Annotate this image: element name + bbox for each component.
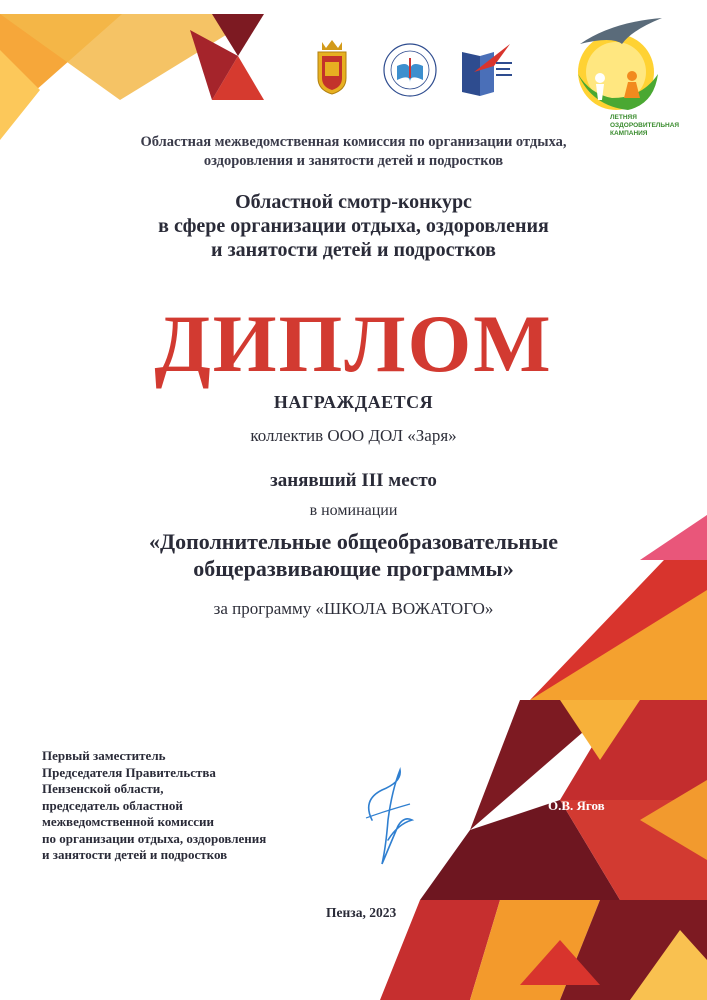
signer-line: Первый заместитель — [42, 748, 166, 763]
place-and-year: Пенза, 2023 — [326, 905, 397, 920]
summer-health-campaign-logo-icon — [572, 14, 670, 114]
recipient-text: коллектив ООО ДОЛ «Заря» — [250, 426, 457, 445]
contest-line: и занятости детей и подростков — [211, 239, 496, 261]
signer-line: межведомственной комиссии — [42, 814, 214, 829]
contest-heading — [0, 190, 707, 262]
place-text: занявший III место — [270, 470, 437, 491]
penza-coat-of-arms-icon — [310, 38, 354, 98]
nomination-line: «Дополнительные общеобразовательные — [148, 529, 559, 554]
signer-line: Председателя Правительства — [42, 764, 216, 780]
signer-line: и занятости детей и подростков — [42, 847, 228, 862]
commission-line: оздоровления и занятости детей и подростков — [203, 153, 504, 169]
signer-line: председатель областной — [42, 797, 183, 813]
handwritten-signature — [352, 760, 432, 870]
signer-line: по организации отдыха, оздоровления — [42, 830, 267, 846]
signer-name: О.В. Ягов — [548, 798, 605, 813]
nomination-line: общеразвивающие программы» — [193, 556, 514, 581]
contest-line: в сфере организации отдыха, оздоровления — [158, 215, 549, 237]
commission-line: Областная межведомственная комиссия по организации отдыха, — [140, 134, 567, 150]
contest-line: Областной смотр-конкурс — [235, 191, 472, 213]
campaign-label-line: ЛЕТНЯЯ — [610, 114, 637, 121]
commission-heading — [0, 133, 707, 171]
program-text: за программу «ШКОЛА ВОЖАТОГО» — [213, 599, 494, 618]
campaign-label-line: ОЗДОРОВИТЕЛЬНАЯ — [610, 122, 680, 129]
regional-institute-emblem-icon — [454, 42, 516, 100]
signer-line: Пензенской области, — [42, 781, 164, 796]
diploma-title: ДИПЛОМ — [154, 298, 553, 389]
signer-title — [42, 748, 266, 864]
ministry-of-education-emblem-icon — [382, 42, 438, 98]
campaign-label-line: КАМПАНИЯ — [610, 130, 648, 137]
nomination-name — [0, 528, 707, 582]
nomination-intro: в номинации — [309, 502, 398, 519]
awarded-label: НАГРАЖДАЕТСЯ — [273, 392, 434, 412]
